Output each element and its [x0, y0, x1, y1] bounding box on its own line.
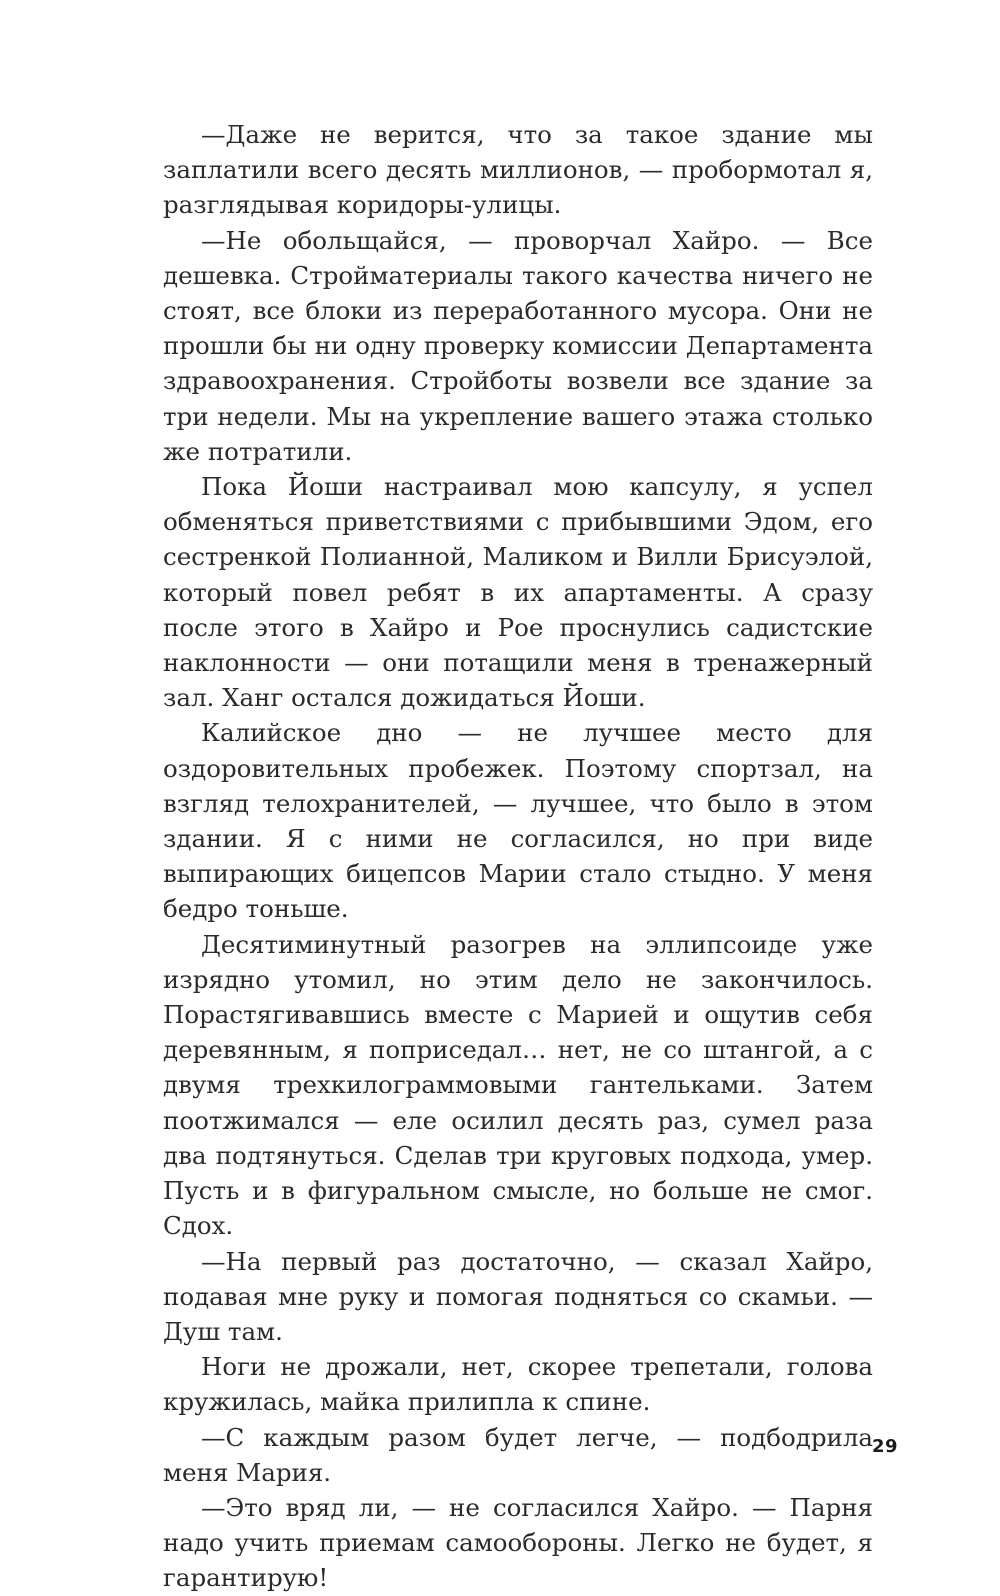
- paragraph: —С каждым разом будет легче, — подбодрила меня Мария.: [163, 1422, 873, 1487]
- paragraph: —Не обольщайся, — проворчал Хайро. — Все дешевка. Стройматериалы такого качества ничего не стоят, все блоки из переработанного мусора. Они не прошли бы ни одну проверку комиссии Департамента здравоохранения. Стройботы возвели все здание за три недели. Мы на укрепление вашего этажа столько же потратили.: [163, 225, 873, 466]
- paragraph: Десятиминутный разогрев на эллипсоиде уже изрядно утомил, но этим дело не закончилось. Порастягивавшись вместе с Марией и ощутив себя деревянным, я поприседал… нет, не со штангой, а с двумя трехкилограммовыми гантельками. Затем поотжимался — еле осилил десять раз, сумел раза два подтянуться. Сделав три круговых подхода, умер. Пусть и в фигуральном смысле, но больше не смог. Сдох.: [163, 929, 873, 1241]
- paragraph: Ноги не дрожали, нет, скорее трепетали, голова кружилась, майка прилипла к спине.: [163, 1352, 873, 1417]
- paragraph: —Это вряд ли, — не согласился Хайро. — Парня надо учить приемам самообороны. Легко не будет, я гарантирую!: [163, 1492, 873, 1593]
- paragraph: —Даже не верится, что за такое здание мы заплатили всего десять миллионов, — пробормотал я, разглядывая коридоры-улицы.: [163, 120, 873, 220]
- page-body: [163, 117, 873, 1596]
- paragraph: Калийское дно — не лучшее место для оздоровительных пробежек. Поэтому спортзал, на взгляд телохранителей, — лучшее, что было в этом здании. Я с ними не согласился, но при виде выпирающих бицепсов Марии стало стыдно. У меня бедро тоньше.: [163, 718, 873, 924]
- paragraph: Пока Йоши настраивал мою капсулу, я успел обменяться приветствиями с прибывшими Эдом, его сестренкой Полианной, Маликом и Вилли Брисуэлой, который повел ребят в их апартаменты. А сразу после этого в Хайро и Рое проснулись садистские наклонности — они потащили меня в тренажерный зал. Ханг остался дожидаться Йоши.: [163, 472, 873, 713]
- paragraph: —На первый раз достаточно, — сказал Хайро, подавая мне руку и помогая подняться со скамьи. — Душ там.: [163, 1246, 873, 1346]
- page-number: 29: [872, 1436, 899, 1457]
